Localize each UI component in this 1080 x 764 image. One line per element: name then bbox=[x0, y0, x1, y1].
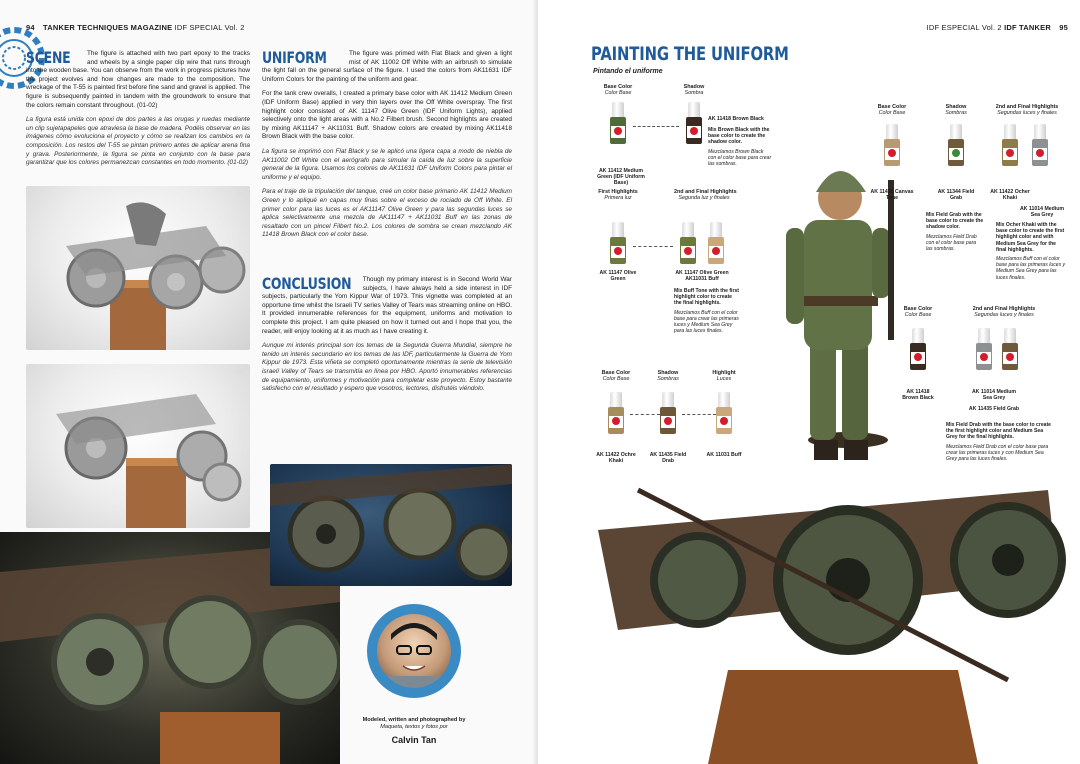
ga-second-hl-code: AK 11147 Olive Green AK11031 Buff bbox=[675, 270, 729, 283]
bottle-ochre-khaki-d bbox=[606, 392, 626, 434]
gb-base-title: Base Color Color Base bbox=[877, 104, 907, 117]
scene-section bbox=[26, 50, 250, 174]
bottle-buff-d bbox=[714, 392, 734, 434]
issue-label: IDF SPECIAL Vol. 2 bbox=[174, 23, 245, 32]
scene-heading: SCENE bbox=[26, 48, 71, 67]
gd-hl-title: Highlight Luces bbox=[712, 370, 736, 383]
gb-code-3: AK 11422 Ocher Khaki bbox=[990, 189, 1030, 202]
photo-04 bbox=[270, 464, 512, 586]
photo-02-illustration bbox=[26, 364, 250, 528]
photo-02-tag: 02 bbox=[237, 370, 244, 376]
gc-note: Mix Field Drab with the base color to create the first highlight color and Medium Sea Grey for the final highlights. Mezclamos Field Drab con el color base para crear las primeras luces y con Medium Sea Grey para las luces finales. bbox=[946, 422, 1052, 463]
right-page bbox=[538, 0, 1080, 764]
gb-shadow-title: Shadow Sombras bbox=[945, 104, 967, 117]
magazine-title: TANKER TECHNIQUES MAGAZINE bbox=[43, 23, 173, 32]
uniform-english-1: The figure was primed with Flat Black and given a light mist of AK 11002 Off White with an airbrush to simulate the light fall on the general surface of the figure. I used the colors from AK11631 IDF Uniform Colors for the painting of the uniform and gear. bbox=[262, 50, 512, 83]
ga-first-hl-title: First Highlights Primera luz bbox=[598, 189, 638, 202]
ga-first-hl-code: AK 11147 Olive Green bbox=[599, 270, 637, 283]
ga-arrow-2 bbox=[633, 246, 673, 247]
conclusion-spanish: Aunque mi interés principal son los temas de la Segunda Guerra Mundial, siempre he tenido un interés secundario en los temas de las IDF, particularmente la Guerra de Yom Kippur de 1973. Esta viñeta se completó oportunamente mientras la serie de televisión israelí Valley of Tears se transmitía en línea por HBO. Aportó innumerables referencias de equipamiento, uniformes y motivación para completar este proyecto. Estoy bastante satisfecho con el resultado y espero que vosotros, lectores, disfrutéis viéndolo. bbox=[262, 342, 512, 393]
gd-code-1: AK 11422 Ochre Khaki bbox=[596, 452, 636, 465]
ga-hl-note: Mix Buff Tone with the first highlight color to create the final highlights. Mezclamos Buff con el color base para crear las primeras luces y Medium Sea Grey para las luces finales. bbox=[674, 288, 739, 335]
conclusion-english: Though my primary interest is in Second World War subjects, I have always held a side interest in IDF subjects, particularly the Yom Kippur War of 1973. This vignette was completed at an opportune time whilst the Israeli TV series Valley of Tears was streaming online on HBO. It provided innumerable references for the equipment, uniforms and motivation to complete this project. I am quite pleased on how it turned out and I hope that you, the reader, will enjoy looking at it as much as I have creating it. bbox=[262, 276, 512, 335]
bottle-medium-green bbox=[608, 102, 628, 144]
gd-shadow-title: Shadow Sombras bbox=[657, 370, 679, 383]
conclusion-section bbox=[262, 276, 512, 400]
credit-line-2: Maqueta, textos y fotos por bbox=[380, 724, 448, 730]
gc-code-3: AK 11435 Field Grab bbox=[968, 406, 1020, 412]
uniform-section bbox=[262, 50, 512, 246]
bottle-olive-green-mix bbox=[678, 222, 698, 264]
ga-shadow-title: Shadow Sombra bbox=[683, 84, 705, 97]
left-page bbox=[0, 0, 538, 764]
gb-code-1: AK 11435 Canvas Tone bbox=[870, 189, 914, 202]
gb-note-2: Mix Ocher Khaki with the base color to create the first highlight color and with Medium Sea Grey for the final highlights. Mezclamos Buff con el color base para las primeras luces y Medium Sea Grey para las luces finales. bbox=[996, 222, 1066, 281]
author-credit-caption bbox=[346, 717, 482, 731]
uniform-heading: UNIFORM bbox=[262, 48, 327, 67]
gd-arrow-2 bbox=[682, 414, 716, 415]
gd-base-title: Base Color Color Base bbox=[601, 370, 631, 383]
right-page-title: PAINTING THE UNIFORM bbox=[591, 43, 789, 65]
ga-shadow-code: AK 11418 Brown Black bbox=[708, 116, 764, 122]
gc-hl-title: 2nd and Final Highlights Segundas luces y finales bbox=[972, 306, 1036, 319]
gb-code-4: AK 11014 Medium Sea Grey bbox=[1019, 206, 1065, 219]
right-folio bbox=[927, 23, 1068, 32]
gb-note-1: Mix Field Grab with the base color to create the shadow color. Mezclamos Field Drab con el color base para las sombras. bbox=[926, 212, 984, 253]
ga-base-code: AK 11412 Medium Green (IDF Uniform Base) bbox=[597, 168, 645, 187]
right-page-number: 95 bbox=[1059, 23, 1068, 32]
photo-04-illustration bbox=[270, 464, 512, 586]
ga-arrow-1 bbox=[633, 126, 679, 127]
gb-hl-title: 2nd and Final Highlights Segundas luces y finales bbox=[995, 104, 1059, 117]
uniform-english-2: For the tank crew overalls, I created a primary base color with AK 11412 Medium Green (IDF Uniform Base) applied in very thin layers over the Off White overspray. The first highlight color consisted of AK 11147 Olive Green (IDF Uniform Lights), applied selectively onto the light areas with a No.2 Filbert brush. Second highlights are created by mixing AK11147 + AK11031 Buff. Shadow colors are created by mixing AK11418 Brown Black with the base color. bbox=[262, 90, 512, 141]
conclusion-heading: CONCLUSION bbox=[262, 274, 352, 293]
gc-base-title: Base Color Color Base bbox=[903, 306, 933, 319]
bottle-brown-black-c bbox=[908, 328, 928, 370]
photo-01-tag: 01 bbox=[237, 192, 244, 198]
gd-code-2: AK 11435 Field Drab bbox=[649, 452, 687, 465]
photo-01-illustration bbox=[26, 186, 250, 350]
gd-arrow-1 bbox=[630, 414, 660, 415]
right-section-label: IDF TANKER bbox=[1004, 23, 1051, 32]
bottle-canvas-tone bbox=[882, 124, 902, 166]
bottle-olive-green bbox=[608, 222, 628, 264]
gb-code-2: AK 11344 Field Grab bbox=[937, 189, 975, 202]
right-issue-label: IDF ESPECIAL Vol. 2 bbox=[926, 23, 1002, 32]
left-folio bbox=[26, 23, 245, 32]
author-portrait-frame bbox=[367, 604, 461, 698]
bottle-field-grab bbox=[946, 124, 966, 166]
gc-code-2: AK 11014 Medium Sea Grey bbox=[971, 389, 1017, 402]
credit-line-1: Modeled, written and photographed by bbox=[362, 717, 466, 723]
photo-01 bbox=[26, 186, 250, 350]
right-page-subtitle: Pintando el uniforme bbox=[593, 68, 663, 75]
bottle-field-grab-c bbox=[1000, 328, 1020, 370]
page-number: 94 bbox=[26, 23, 35, 32]
uniform-spanish-2: Para el traje de la tripulación del tanque, creé un color base primario AK 11412 Medium Green y lo apliqué en capas muy finas sobre el exceso de rociado de Off White. El primer color para las luces es el AK11147 Olive Green y para las segundas luces se aplica selectivamente una mezcla de AK11147 + AK11031 Buff en las zonas de resaltado con un pincel Filbert No.2. Los colores de sombra se crean mezclando AK 11418 Brown Black con el color base. bbox=[262, 188, 512, 239]
ga-base-title: Base Color Color Base bbox=[603, 84, 633, 97]
photo-02 bbox=[26, 364, 250, 528]
bottle-ocher-khaki bbox=[1000, 124, 1020, 166]
ga-second-hl-title: 2nd and Final Highlights Segunda luz y finales bbox=[674, 189, 737, 202]
gc-code-1: AK 11418 Brown Black bbox=[902, 389, 934, 402]
scene-english: The figure is attached with two part epoxy to the tracks and wheels by a single paper clip wire that runs through into the wooden base. You can observe from the work in progress pictures how the project evolves and how changes are made to the composition. The wreckage of the T-55 is painted first before fine sand and gravel is applied. The figure is subsequently painted in tandem with the groundwork to ensure that the colors remain constant throughout. (01-02) bbox=[26, 50, 250, 109]
author-portrait-illustration bbox=[377, 614, 451, 688]
bottle-field-drab-d bbox=[658, 392, 678, 434]
bottle-brown-black bbox=[684, 102, 704, 144]
bottle-medium-sea-grey-c bbox=[974, 328, 994, 370]
uniform-spanish-1: La figura se imprimó con Flat Black y se le aplicó una ligera capa a modo de niebla de AK11002 Off White con el aerógrafo para simular la caída de luz sobre la superficie general de la figura. Usamos los colores de AK11631 IDF Uniform Colors para pintar el uniforme y el equipo. bbox=[262, 147, 512, 181]
author-portrait bbox=[377, 614, 451, 688]
author-name: Calvin Tan bbox=[391, 735, 437, 745]
ga-shadow-note: Mix Brown Black with the base color to create the shadow color. Mezclamos Brown Black con el color base para crear las sombras. bbox=[708, 127, 772, 168]
gd-code-3: AK 11031 Buff bbox=[706, 452, 742, 458]
bottle-medium-sea-grey bbox=[1030, 124, 1050, 166]
scene-spanish: La figura está unida con epoxi de dos partes a las orugas y ruedas mediante un clip sujetapapeles que atraviesa la base de madera. Podéis observar en las imágenes cómo evoluciona el proyecto y cómo se realizan los cambios en la composición. Los restos del T-55 se pintan primero antes de aplicar arena fina y grava. Posteriormente, la figura se pinta en conjunto con la base para garantizar que los colores permanezcan constantes en todo momento. (01-02) bbox=[26, 116, 250, 167]
bottle-buff bbox=[706, 222, 726, 264]
